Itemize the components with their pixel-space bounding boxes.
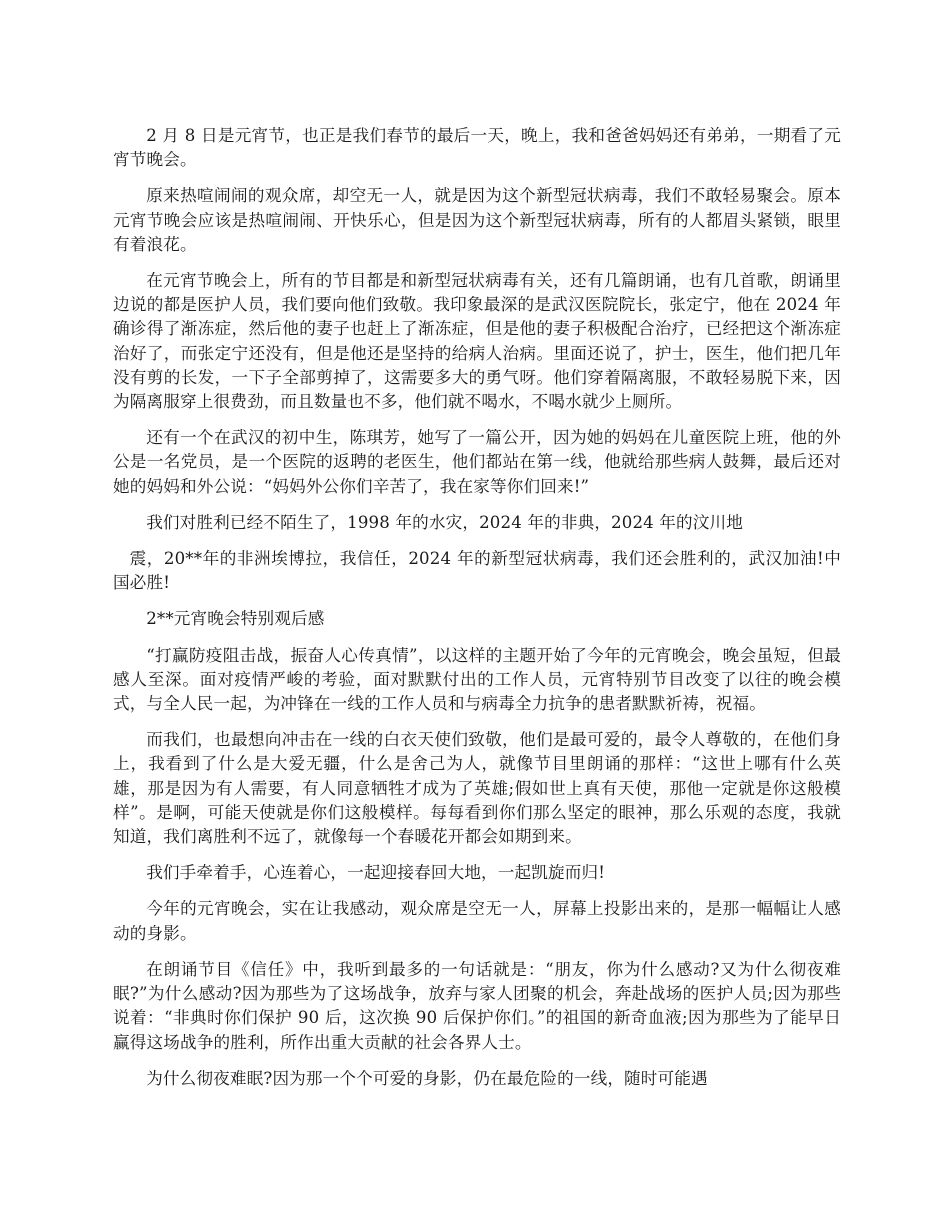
paragraph-3: 在元宵节晚会上，所有的节目都是和新型冠状病毒有关，还有几篇朗诵，也有几首歌，朗诵里边说的都是医护人员，我们要向他们致敬。我印象最深的是武汉医院院长，张定宁，他在 2024 年确诊得了渐冻症，然后他的妻子也赶上了渐冻症，但是他的妻子积极配合治疗，已经把这个渐冻症治好了，而张定宁还没有，但是他还是坚持的给病人治病。里面还说了，护士，医生，他们把几年没有剪的长发，一下子全部剪掉了，这需要多大的勇气呀。他们穿着隔离服，不敢轻易脱下来，因为隔离服穿上很费劲，而且数量也不多，他们就不喝水，不喝水就少上厕所。 — [113, 271, 841, 412]
paragraph-4: 还有一个在武汉的初中生，陈琪芳，她写了一篇公开，因为她的妈妈在儿童医院上班，他的外公是一名党员，是一个医院的返聘的老医生，他们都站在第一线，他就给那些病人鼓舞，最后还对她的妈妈和外公说：“妈妈外公你们辛苦了，我在家等你们回来!” — [113, 428, 841, 496]
paragraph-6: 震，20**年的非洲埃博拉，我信任，2024 年的新型冠状病毒，我们还会胜利的，武汉加油!中国必胜! — [113, 549, 841, 593]
paragraph-9: 我们手牵着手，心连着心，一起迎接春回大地，一起凯旋而归! — [146, 863, 606, 883]
document-body — [113, 124, 841, 1103]
paragraph-5: 我们对胜利已经不陌生了，1998 年的水灾，2024 年的非典，2024 年的汶川地 — [146, 512, 744, 532]
paragraph-11: 在朗诵节目《信任》中，我听到最多的一句话就是：“朋友，你为什么感动?又为什么彻夜难眠?”为什么感动?因为那些为了这场战争，放弃与家人团聚的机会，奔赴战场的医护人员;因为那些说着：“非典时你们保护 90 后，这次换 90 后保护你们。”的祖国的新奇血液;因为那些为了能早日赢得这场战争的胜利，所作出重大贡献的社会各界人士。 — [113, 959, 841, 1052]
paragraph-10: 今年的元宵晚会，实在让我感动，观众席是空无一人，屏幕上投影出来的，是那一幅幅让人感动的身影。 — [113, 899, 841, 943]
paragraph-8: 而我们，也最想向冲击在一线的白衣天使们致敬，他们是最可爱的，最令人尊敬的，在他们身上，我看到了什么是大爱无疆，什么是舍己为人，就像节目里朗诵的那样：“这世上哪有什么英雄，那是因为有人需要，有人同意牺牲才成为了英雄;假如世上真有天使，那他一定就是你这般模样”。是啊，可能天使就是你们这般模样。每每看到你们那么坚定的眼神，那么乐观的态度，我就知道，我们离胜利不远了，就像每一个春暖花开都会如期到来。 — [113, 730, 841, 847]
paragraph-7: “打赢防疫阻击战，振奋人心传真情”，以这样的主题开始了今年的元宵晚会，晚会虽短，但最感人至深。面对疫情严峻的考验，面对默默付出的工作人员，元宵特别节目改变了以往的晚会模式，与全人民一起，为冲锋在一线的工作人员和与病毒全力抗争的患者默默祈祷，祝福。 — [113, 645, 841, 714]
paragraph-1: 2 月 8 日是元宵节，也正是我们春节的最后一天，晚上，我和爸爸妈妈还有弟弟，一期看了元宵节晚会。 — [113, 126, 841, 170]
paragraph-12: 为什么彻夜难眠?因为那一个个可爱的身影，仍在最危险的一线，随时可能遇 — [146, 1068, 708, 1088]
section-heading: 2**元宵晚会特别观后感 — [146, 609, 325, 629]
paragraph-2: 原来热喧闹闹的观众席，却空无一人，就是因为这个新型冠状病毒，我们不敢轻易聚会。原本元宵节晚会应该是热喧闹闹、开快乐心，但是因为这个新型冠状病毒，所有的人都眉头紧锁，眼里有着浪花。 — [113, 186, 841, 254]
